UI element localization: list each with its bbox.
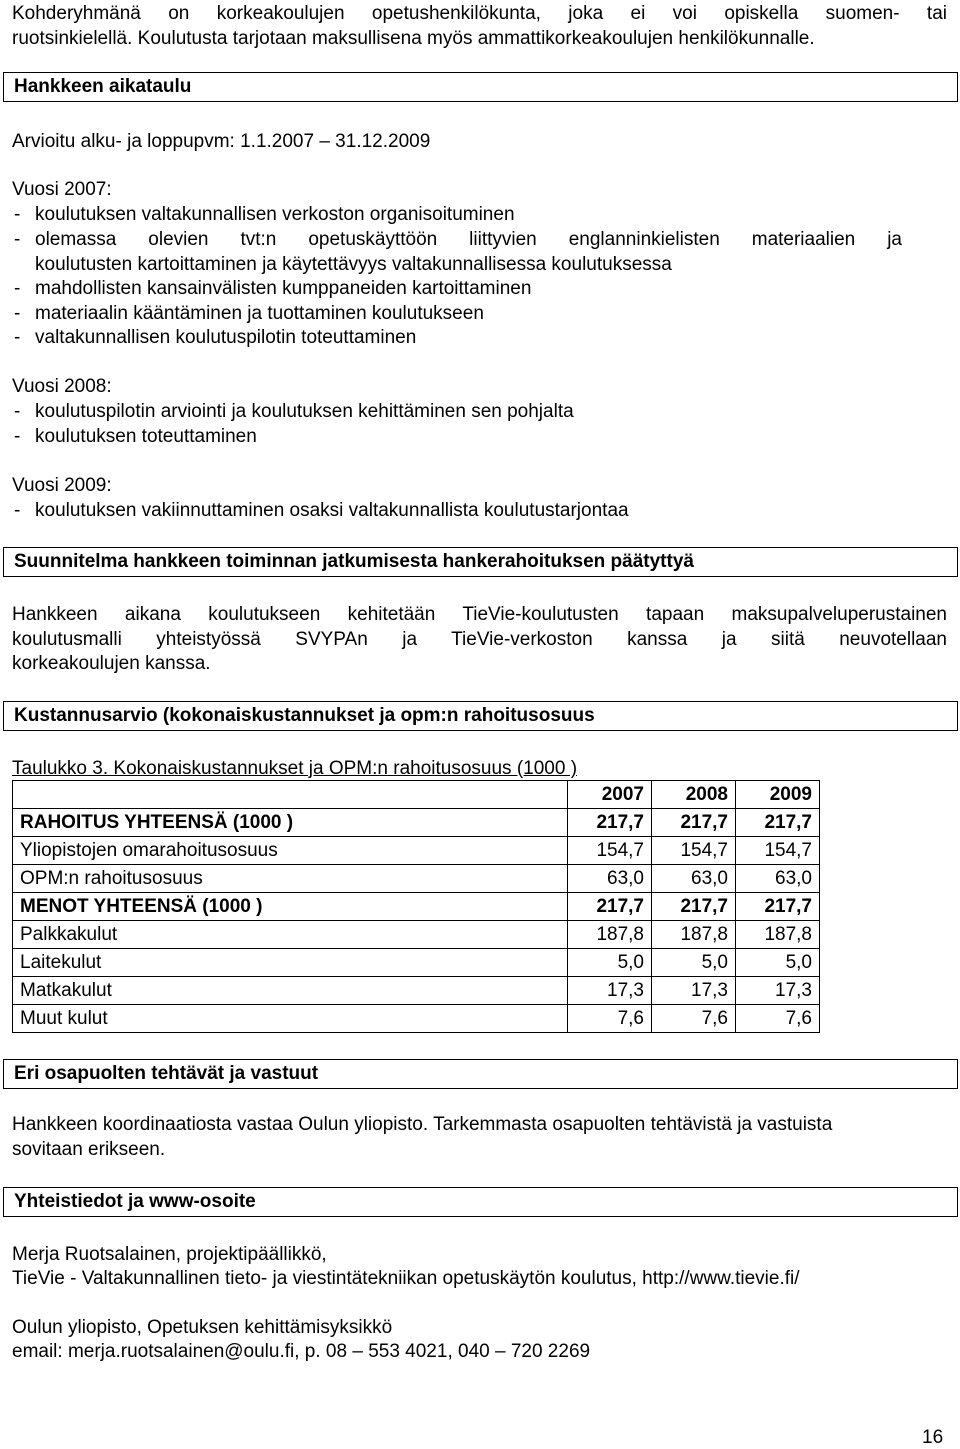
table-row [13,977,820,1005]
table-row [13,949,820,977]
schedule-heading: Hankkeen aikataulu [14,76,192,97]
contact-heading-box [3,1187,958,1217]
contact-heading: Yhteistiedot ja www-osoite [14,1191,256,1212]
continuation-heading: Suunnitelma hankkeen toiminnan jatkumisesta hankerahoituksen päätyttyä [14,551,694,572]
cell-value: 7,6 [568,1005,652,1033]
cell-value: 187,8 [652,921,736,949]
cell-value: 63,0 [736,865,820,893]
cell-value: 154,7 [568,837,652,865]
table-row [13,809,820,837]
cost-heading: Kustannusarvio (kokonaiskustannukset ja opm:n rahoitusosuus [14,705,595,726]
contact-line-3: Oulun yliopisto, Opetuksen kehittämisyksikkö [12,1317,393,1338]
cell-value: 17,3 [652,977,736,1005]
year-2009-label: Vuosi 2009: [12,475,112,496]
table-caption: Taulukko 3. Kokonaiskustannukset ja OPM:n rahoitusosuus (1000 ) [12,758,578,779]
cell-value: 187,8 [736,921,820,949]
year-2007-label: Vuosi 2007: [12,179,112,200]
cost-table [12,780,820,1033]
schedule-heading-box [3,72,958,102]
intro-line-1: Kohderyhmänä on korkeakoulujen opetushenkilökunta, joka ei voi opiskella suomen- tai [12,3,947,24]
cell-value: 7,6 [652,1005,736,1033]
table-row [13,1005,820,1033]
roles-heading-box [3,1059,958,1089]
cell-value: 63,0 [652,865,736,893]
year-header: 2008 [652,781,736,809]
cell-value: 7,6 [736,1005,820,1033]
cell-value: 217,7 [568,809,652,837]
year-2008-label: Vuosi 2008: [12,376,112,397]
row-label: Palkkakulut [13,921,568,949]
continuation-heading-box [3,547,958,577]
cell-value: 154,7 [736,837,820,865]
cell-value: 217,7 [652,809,736,837]
cell-value: 154,7 [652,837,736,865]
continuation-line-1: Hankkeen aikana koulutukseen kehitetään TieVie-koulutusten tapaan maksupalveluperustainen [12,604,947,625]
row-label: RAHOITUS YHTEENSÄ (1000 ) [13,809,568,837]
continuation-line-3: korkeakoulujen kanssa. [12,653,211,674]
continuation-line-2: koulutusmalli yhteistyössä SVYPAn ja TieVie-verkoston kanssa ja siitä neuvotellaan [12,629,947,650]
cell-value: 217,7 [652,893,736,921]
table-row [13,921,820,949]
contact-line-4: email: merja.ruotsalainen@oulu.fi, p. 08 – 553 4021, 040 – 720 2269 [12,1341,591,1362]
table-header-empty [13,781,568,809]
cell-value: 5,0 [568,949,652,977]
cell-value: 217,7 [568,893,652,921]
cell-value: 17,3 [568,977,652,1005]
year-header: 2007 [568,781,652,809]
table-row [13,865,820,893]
row-label: Matkakulut [13,977,568,1005]
table-header-row [13,781,820,809]
row-label: MENOT YHTEENSÄ (1000 ) [13,893,568,921]
cell-value: 63,0 [568,865,652,893]
row-label: OPM:n rahoitusosuus [13,865,568,893]
row-label: Muut kulut [13,1005,568,1033]
intro-line-2: ruotsinkielellä. Koulutusta tarjotaan maksullisena myös ammattikorkeakoulujen henkilökunnalle. [12,28,815,49]
contact-line-2: TieVie - Valtakunnallinen tieto- ja viestintätekniikan opetuskäytön koulutus, http://www.tievie.fi/ [12,1268,800,1289]
cell-value: 217,7 [736,893,820,921]
roles-line-2: sovitaan erikseen. [12,1139,166,1160]
row-label: Laitekulut [13,949,568,977]
cost-heading-box [3,701,958,731]
page-number: 16 [922,1427,944,1448]
cell-value: 217,7 [736,809,820,837]
year-header: 2009 [736,781,820,809]
roles-line-1: Hankkeen koordinaatiosta vastaa Oulun yliopisto. Tarkemmasta osapuolten tehtävistä ja vastuista [12,1114,833,1135]
table-row [13,837,820,865]
cell-value: 187,8 [568,921,652,949]
roles-heading: Eri osapuolten tehtävät ja vastuut [14,1063,319,1084]
row-label: Yliopistojen omarahoitusosuus [13,837,568,865]
cell-value: 5,0 [736,949,820,977]
contact-line-1: Merja Ruotsalainen, projektipäällikkö, [12,1244,327,1265]
table-row [13,893,820,921]
schedule-dates: Arvioitu alku- ja loppupvm: 1.1.2007 – 31.12.2009 [12,131,431,152]
cell-value: 17,3 [736,977,820,1005]
cell-value: 5,0 [652,949,736,977]
